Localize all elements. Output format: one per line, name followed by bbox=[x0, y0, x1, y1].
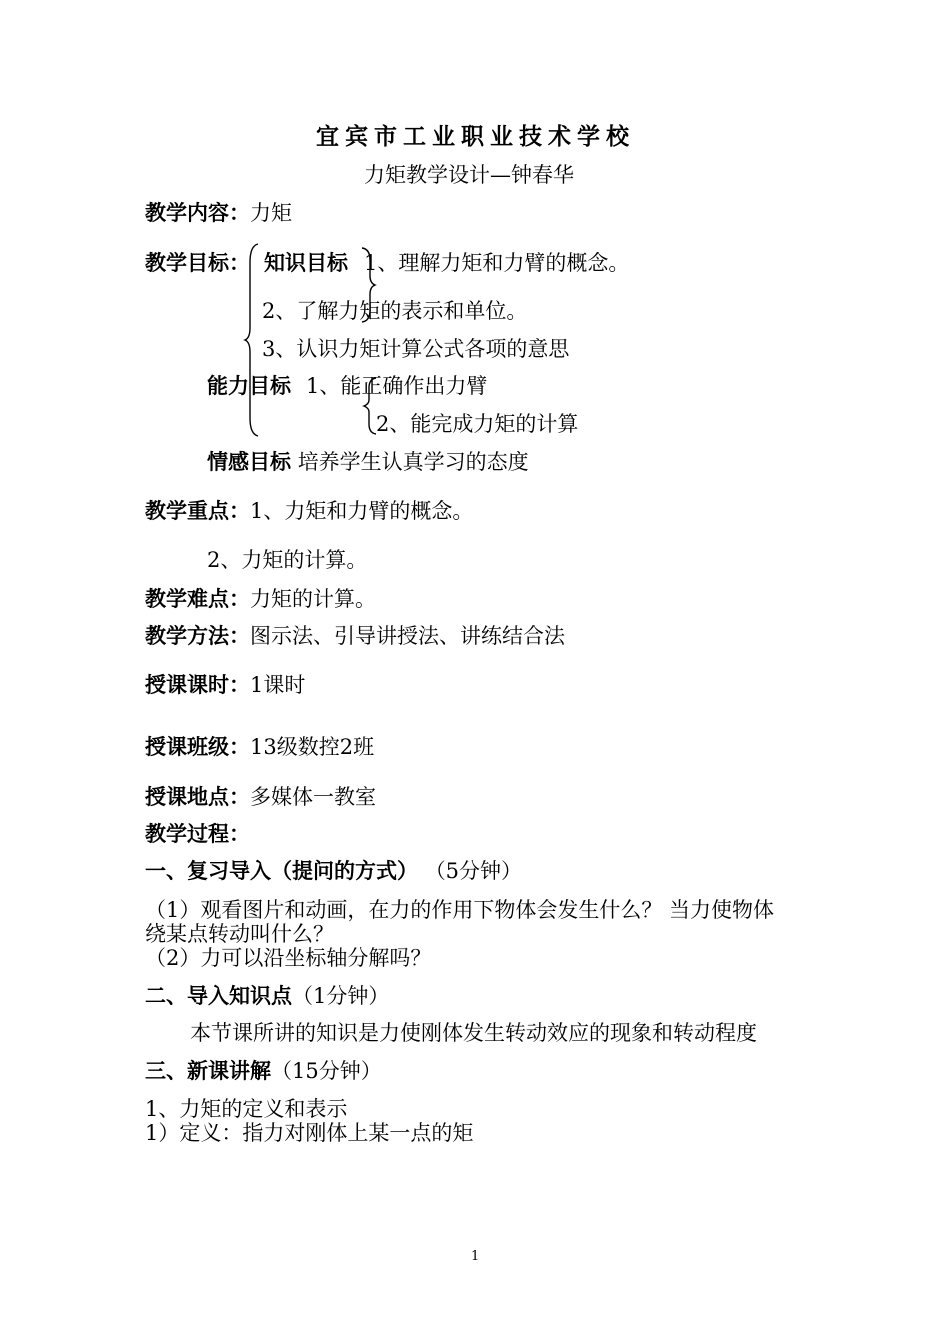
location-value: 多媒体一教室 bbox=[250, 785, 376, 809]
section-1-line-1: （1）观看图片和动画，在力的作用下物体会发生什么？ 当力使物体 bbox=[145, 898, 775, 922]
section-2-heading-row bbox=[145, 983, 389, 1009]
methods-label: 教学方法： bbox=[145, 623, 250, 648]
ability-objective-label: 能力目标 bbox=[207, 373, 291, 398]
objectives-label: 教学目标： bbox=[145, 250, 250, 275]
knowledge-item-2: 2、了解力矩的表示和单位。 bbox=[262, 299, 528, 323]
location-row bbox=[145, 784, 376, 810]
difficulty-label: 教学难点： bbox=[145, 586, 250, 611]
knowledge-item-1: 1、理解力矩和力臂的概念。 bbox=[364, 251, 630, 275]
ability-item-2: 2、能完成力矩的计算 bbox=[376, 412, 579, 436]
location-label: 授课地点： bbox=[145, 784, 250, 809]
class-value: 13级数控2班 bbox=[250, 735, 375, 759]
emotion-objective-label: 情感目标 bbox=[207, 449, 291, 474]
knowledge-brace-icon bbox=[360, 246, 380, 324]
content-row bbox=[145, 200, 292, 226]
section-3-heading: 三、新课讲解 bbox=[145, 1058, 271, 1083]
school-title: 宜宾市工业职业技术学校 bbox=[316, 123, 635, 150]
ability-brace-icon bbox=[362, 376, 382, 436]
key-point-1: 1、力矩和力臂的概念。 bbox=[250, 499, 474, 523]
section-3-heading-row bbox=[145, 1058, 382, 1084]
section-1-line-3: （2）力可以沿坐标轴分解吗？ bbox=[145, 946, 432, 970]
hours-label: 授课课时： bbox=[145, 672, 250, 697]
section-3-line-1: 1、力矩的定义和表示 bbox=[145, 1097, 348, 1121]
emotion-objective-value: 培养学生认真学习的态度 bbox=[297, 450, 529, 474]
hours-value: 1课时 bbox=[250, 673, 306, 697]
section-3-line-2: 1）定义：指力对刚体上某一点的矩 bbox=[145, 1121, 474, 1145]
knowledge-item-3: 3、认识力矩计算公式各项的意思 bbox=[262, 337, 570, 361]
content-value: 力矩 bbox=[250, 201, 292, 225]
objectives-brace-icon bbox=[244, 242, 264, 438]
page-number: 1 bbox=[471, 1249, 480, 1264]
section-1-heading: 一、复习导入（提问的方式） bbox=[145, 858, 418, 883]
hours-row bbox=[145, 672, 305, 698]
section-2-line-1: 本节课所讲的知识是力使刚体发生转动效应的现象和转动程度 bbox=[190, 1021, 757, 1045]
ability-item-1: 1、能正确作出力臂 bbox=[306, 374, 488, 398]
section-2-heading: 二、导入知识点 bbox=[145, 983, 292, 1008]
difficulty-value: 力矩的计算。 bbox=[250, 587, 376, 611]
content-label: 教学内容： bbox=[145, 200, 250, 225]
section-1-duration: （5分钟） bbox=[424, 859, 523, 883]
section-3-duration: （15分钟） bbox=[271, 1059, 382, 1083]
class-label: 授课班级： bbox=[145, 734, 250, 759]
class-row bbox=[145, 734, 374, 760]
section-2-duration: （1分钟） bbox=[292, 984, 390, 1008]
section-1-line-2: 绕某点转动叫什么？ bbox=[145, 922, 334, 946]
key-point-2: 2、力矩的计算。 bbox=[207, 548, 368, 572]
methods-row bbox=[145, 623, 565, 649]
emotion-row bbox=[207, 449, 529, 475]
methods-value: 图示法、引导讲授法、讲练结合法 bbox=[250, 624, 565, 648]
key-points-row bbox=[145, 498, 473, 524]
section-1-heading-row bbox=[145, 858, 522, 884]
key-points-label: 教学重点： bbox=[145, 498, 250, 523]
knowledge-objective-label: 知识目标 bbox=[264, 250, 348, 275]
document-subtitle: 力矩教学设计—钟春华 bbox=[364, 163, 574, 187]
process-label: 教学过程： bbox=[145, 821, 250, 846]
difficulty-row bbox=[145, 586, 376, 612]
